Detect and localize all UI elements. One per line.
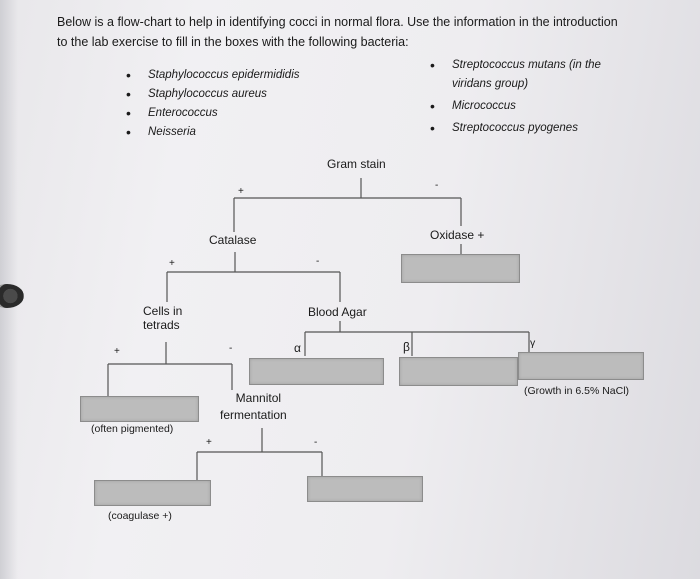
cells-in-tetrads-label [143, 304, 182, 332]
beta-hemolysis-label: β [403, 340, 410, 354]
tetrads-positive-sign: + [114, 346, 120, 357]
oxidase-label: Oxidase + [430, 228, 485, 242]
answer-box-oxidase[interactable] [401, 254, 520, 283]
answer-box-alpha[interactable] [249, 358, 384, 385]
answer-box-mannitol-negative[interactable] [307, 476, 423, 502]
mannitol-line: fermentation [220, 408, 287, 422]
mannitol-positive-sign: + [206, 437, 212, 448]
gamma-hemolysis-label: γ [530, 337, 536, 349]
gram-stain-label: Gram stain [327, 157, 386, 171]
bacteria-item: • Micrococcus [428, 97, 601, 116]
bacteria-item: • Staphylococcus epidermididis [124, 66, 300, 85]
bacteria-item: • Staphylococcus aureus [124, 85, 300, 104]
cells-in-tetrads-line: Cells in [143, 304, 183, 318]
answer-box-tetrads[interactable] [80, 396, 199, 422]
mannitol-line: Mannitol [235, 391, 282, 405]
often-pigmented-label: (often pigmented) [91, 423, 174, 435]
intro-line-1: Below is a flow-chart to help in identifying cocci in normal flora. Use the information in the introduction [57, 15, 618, 29]
answer-box-beta[interactable] [399, 357, 518, 386]
intro-line-2: to the lab exercise to fill in the boxes with the following bacteria: [57, 35, 409, 49]
coagulase-label: (coagulase +) [108, 510, 172, 522]
catalase-negative-sign: - [316, 256, 320, 267]
bacteria-item: • Streptococcus pyogenes [428, 119, 601, 138]
catalase-label: Catalase [209, 233, 257, 247]
growth-nacl-label: (Growth in 6.5% NaCl) [524, 385, 630, 397]
gram-positive-sign: + [238, 186, 244, 197]
bacteria-item: • Neisseria [124, 123, 300, 142]
tetrads-negative-sign: - [229, 343, 233, 354]
mannitol-fermentation-label [220, 390, 287, 424]
bacteria-item: • Enterococcus [124, 104, 300, 123]
answer-box-mannitol-positive[interactable] [94, 480, 211, 506]
bacteria-item-line: viridans group) [452, 78, 529, 90]
catalase-positive-sign: + [169, 258, 175, 269]
alpha-hemolysis-label: α [294, 341, 301, 355]
bacteria-item-line: Streptococcus mutans (in the [452, 59, 601, 71]
blood-agar-label: Blood Agar [308, 305, 367, 319]
gram-negative-sign: - [435, 180, 439, 191]
answer-box-gamma[interactable] [518, 352, 644, 380]
cells-in-tetrads-line: tetrads [143, 318, 180, 332]
mannitol-negative-sign: - [314, 437, 318, 448]
